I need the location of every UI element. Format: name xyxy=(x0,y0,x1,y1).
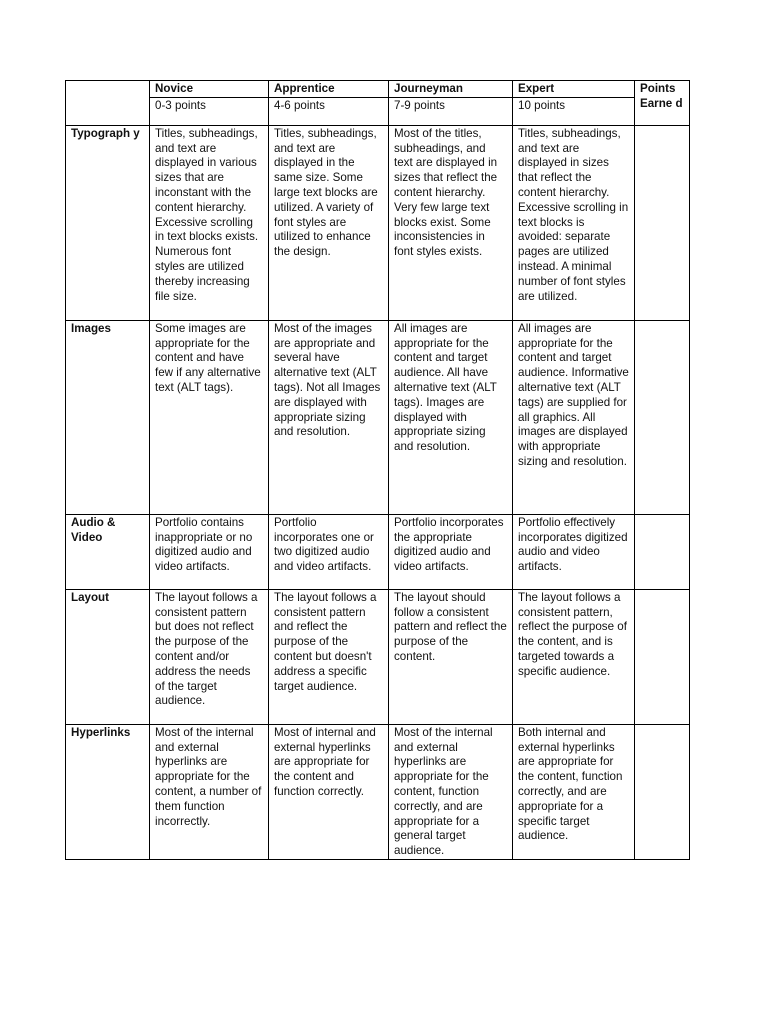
cell-typography-journeyman: Most of the titles, subheadings, and text are displayed in sizes that reflect the content hierarchy. Very few large text blocks exist. Some inconsistencies in font styles exists. xyxy=(389,125,513,320)
criterion-layout: Layout xyxy=(66,589,150,724)
cell-audio-video-journeyman: Portfolio incorporates the appropriate digitized audio and video artifacts. xyxy=(389,514,513,589)
criterion-audio-video: Audio & Video xyxy=(66,514,150,589)
rubric-row-audio-video xyxy=(66,514,690,589)
cell-layout-expert: The layout follows a consistent pattern, reflect the purpose of the content, and is targeted towards a specific audience. xyxy=(513,589,635,724)
level-header-expert: Expert xyxy=(513,81,635,98)
cell-images-novice: Some images are appropriate for the content and have few if any alternative text (ALT tags). xyxy=(150,320,269,514)
criterion-images: Images xyxy=(66,320,150,514)
cell-audio-video-apprentice: Portfolio incorporates one or two digitized audio and video artifacts. xyxy=(269,514,389,589)
criterion-hyperlinks: Hyperlinks xyxy=(66,724,150,859)
points-range-journeyman: 7-9 points xyxy=(389,97,513,125)
header-row-points xyxy=(66,97,690,125)
cell-typography-novice: Titles, subheadings, and text are displayed in various sizes that are inconstant with the content hierarchy. Excessive scrolling in text blocks exists. Numerous font styles are utilized thereby increasing file size. xyxy=(150,125,269,320)
points-range-apprentice: 4-6 points xyxy=(269,97,389,125)
rubric-row-hyperlinks xyxy=(66,724,690,859)
points-earned-typography xyxy=(635,125,690,320)
cell-images-apprentice: Most of the images are appropriate and several have alternative text (ALT tags). Not all Images are displayed with appropriate sizing and resolution. xyxy=(269,320,389,514)
level-header-apprentice: Apprentice xyxy=(269,81,389,98)
cell-hyperlinks-journeyman: Most of the internal and external hyperlinks are appropriate for the content, function correctly, and are appropriate for a general target audience. xyxy=(389,724,513,859)
rubric-table xyxy=(65,80,690,860)
level-header-novice: Novice xyxy=(150,81,269,98)
points-earned-images xyxy=(635,320,690,514)
points-earned-hyperlinks xyxy=(635,724,690,859)
points-range-novice: 0-3 points xyxy=(150,97,269,125)
cell-audio-video-expert: Portfolio effectively incorporates digitized audio and video artifacts. xyxy=(513,514,635,589)
cell-layout-journeyman: The layout should follow a consistent pattern and reflect the purpose of the content. xyxy=(389,589,513,724)
cell-layout-novice: The layout follows a consistent pattern but does not reflect the purpose of the content and/or address the needs of the target audience. xyxy=(150,589,269,724)
level-header-journeyman: Journeyman xyxy=(389,81,513,98)
header-corner-cell xyxy=(66,81,150,126)
header-row-levels xyxy=(66,81,690,98)
cell-typography-expert: Titles, subheadings, and text are displayed in sizes that reflect the content hierarchy. Excessive scrolling in text blocks is avoided: separate pages are utilized instead. A minimal number of font styles are utilized. xyxy=(513,125,635,320)
rubric-row-images xyxy=(66,320,690,514)
points-earned-header: Points Earne d xyxy=(635,81,690,126)
points-earned-audio-video xyxy=(635,514,690,589)
cell-hyperlinks-novice: Most of the internal and external hyperlinks are appropriate for the content, a number of them function incorrectly. xyxy=(150,724,269,859)
criterion-typography: Typograph y xyxy=(66,125,150,320)
rubric-row-layout xyxy=(66,589,690,724)
cell-hyperlinks-apprentice: Most of internal and external hyperlinks are appropriate for the content and function correctly. xyxy=(269,724,389,859)
cell-images-journeyman: All images are appropriate for the content and target audience. All have alternative text (ALT tags). Images are displayed with appropriate sizing and resolution. xyxy=(389,320,513,514)
rubric-row-typography xyxy=(66,125,690,320)
cell-audio-video-novice: Portfolio contains inappropriate or no digitized audio and video artifacts. xyxy=(150,514,269,589)
cell-images-expert: All images are appropriate for the content and target audience. Informative alternative text (ALT tags) are supplied for all graphics. All images are displayed with appropriate sizing and resolution. xyxy=(513,320,635,514)
cell-layout-apprentice: The layout follows a consistent pattern and reflect the purpose of the content but doesn't address a specific target audience. xyxy=(269,589,389,724)
points-range-expert: 10 points xyxy=(513,97,635,125)
points-earned-layout xyxy=(635,589,690,724)
cell-hyperlinks-expert: Both internal and external hyperlinks are appropriate for the content, function correctly, and are appropriate for a specific target audience. xyxy=(513,724,635,859)
cell-typography-apprentice: Titles, subheadings, and text are displayed in the same size. Some large text blocks are utilized. A variety of font styles are utilized to enhance the design. xyxy=(269,125,389,320)
